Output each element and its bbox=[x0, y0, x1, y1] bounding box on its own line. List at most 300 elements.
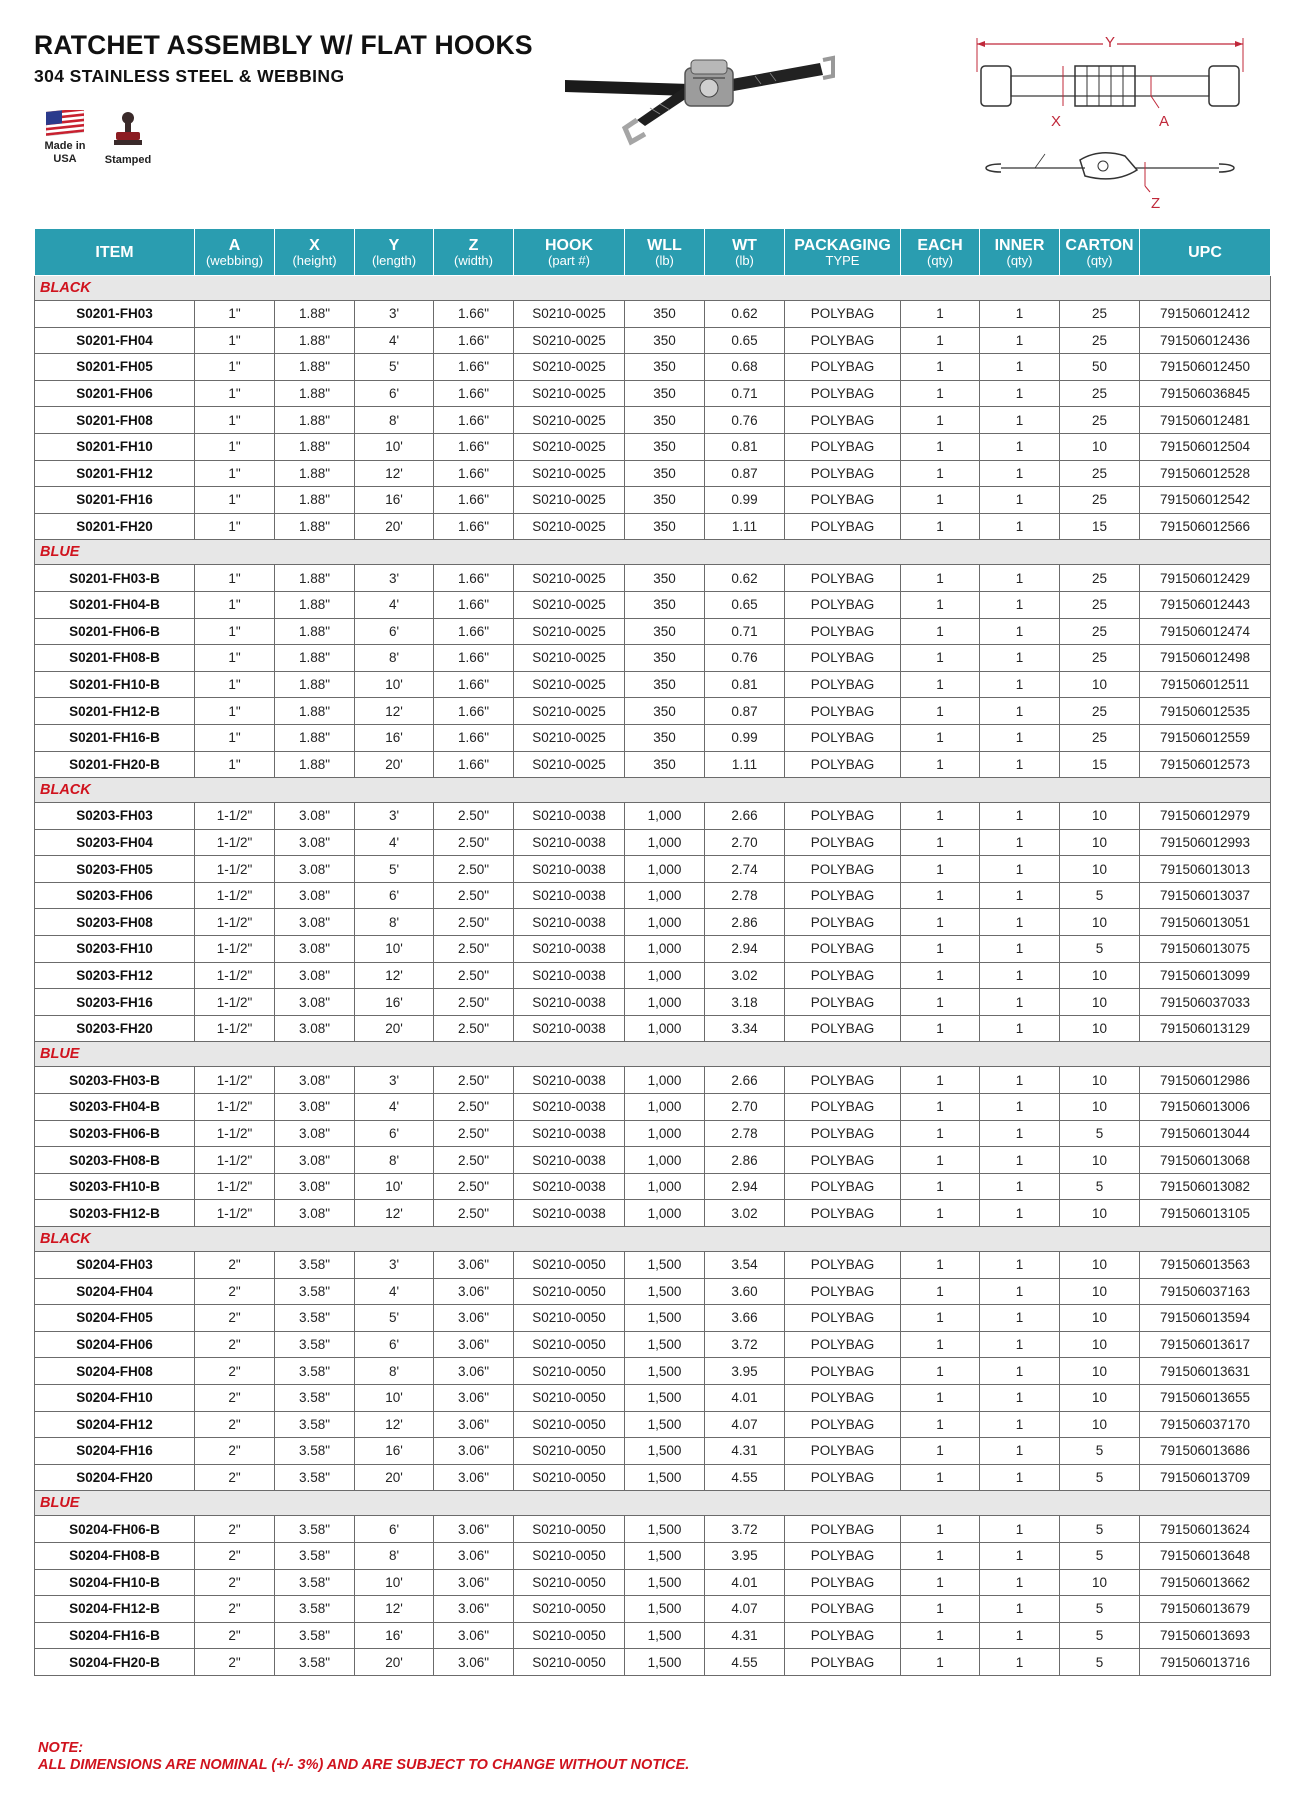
table-cell: 1 bbox=[901, 1596, 980, 1623]
table-cell: 1,000 bbox=[625, 1147, 705, 1174]
table-cell: 1 bbox=[901, 1516, 980, 1543]
item-number-cell: S0203-FH12 bbox=[35, 962, 195, 989]
table-cell: 1,000 bbox=[625, 1094, 705, 1121]
table-cell: 10 bbox=[1060, 1569, 1140, 1596]
table-cell: 1 bbox=[980, 1596, 1060, 1623]
table-cell: POLYBAG bbox=[785, 1200, 901, 1227]
table-cell: 3.60 bbox=[705, 1278, 785, 1305]
column-header bbox=[980, 229, 1060, 276]
table-cell: S0210-0050 bbox=[514, 1542, 625, 1569]
table-cell: 2" bbox=[195, 1542, 275, 1569]
table-cell: POLYBAG bbox=[785, 487, 901, 514]
table-cell: 1,000 bbox=[625, 1173, 705, 1200]
table-cell: S0210-0050 bbox=[514, 1464, 625, 1491]
table-row bbox=[35, 1200, 1271, 1227]
table-cell: 2.74 bbox=[705, 856, 785, 883]
table-cell: POLYBAG bbox=[785, 407, 901, 434]
table-cell: 1.88" bbox=[275, 513, 355, 540]
table-cell: 2.50" bbox=[434, 1015, 514, 1042]
item-number-cell: S0203-FH03-B bbox=[35, 1067, 195, 1094]
table-cell: 0.62 bbox=[705, 565, 785, 592]
group-color-label: BLACK bbox=[35, 778, 1271, 803]
table-cell: 1 bbox=[901, 565, 980, 592]
table-cell: 16' bbox=[355, 989, 434, 1016]
table-cell: 1 bbox=[980, 1569, 1060, 1596]
table-cell: 1-1/2" bbox=[195, 829, 275, 856]
table-cell: 1 bbox=[980, 962, 1060, 989]
table-cell: 2.50" bbox=[434, 1200, 514, 1227]
table-cell: S0210-0050 bbox=[514, 1622, 625, 1649]
table-cell: 1 bbox=[901, 829, 980, 856]
table-cell: 10 bbox=[1060, 803, 1140, 830]
column-header-sublabel: (lb) bbox=[735, 252, 754, 268]
table-cell: 6' bbox=[355, 1120, 434, 1147]
table-cell: 1-1/2" bbox=[195, 803, 275, 830]
table-cell: 1.66" bbox=[434, 327, 514, 354]
table-cell: 1" bbox=[195, 618, 275, 645]
table-cell: 2.50" bbox=[434, 1147, 514, 1174]
table-cell: S0210-0025 bbox=[514, 354, 625, 381]
table-cell: 1,000 bbox=[625, 989, 705, 1016]
table-cell: 3.58" bbox=[275, 1464, 355, 1491]
table-cell: POLYBAG bbox=[785, 1649, 901, 1676]
table-cell: S0210-0025 bbox=[514, 671, 625, 698]
table-cell: 10 bbox=[1060, 989, 1140, 1016]
table-cell: S0210-0050 bbox=[514, 1358, 625, 1385]
item-number-cell: S0203-FH05 bbox=[35, 856, 195, 883]
table-row bbox=[35, 354, 1271, 381]
table-cell: POLYBAG bbox=[785, 1015, 901, 1042]
table-row bbox=[35, 1147, 1271, 1174]
item-number-cell: S0204-FH10 bbox=[35, 1384, 195, 1411]
product-photo bbox=[565, 38, 835, 158]
table-cell: 791506012535 bbox=[1140, 698, 1271, 725]
table-row bbox=[35, 698, 1271, 725]
table-cell: 1 bbox=[980, 1252, 1060, 1279]
table-cell: 1,500 bbox=[625, 1464, 705, 1491]
table-cell: 1 bbox=[980, 671, 1060, 698]
table-cell: 1,500 bbox=[625, 1252, 705, 1279]
table-cell: S0210-0038 bbox=[514, 882, 625, 909]
table-cell: 1 bbox=[980, 645, 1060, 672]
table-cell: 2" bbox=[195, 1649, 275, 1676]
table-cell: 1.66" bbox=[434, 591, 514, 618]
column-header-sublabel: (qty) bbox=[1086, 252, 1113, 268]
table-cell: 3.08" bbox=[275, 1015, 355, 1042]
table-cell: 791506013068 bbox=[1140, 1147, 1271, 1174]
table-cell: 2.50" bbox=[434, 829, 514, 856]
column-header bbox=[705, 229, 785, 276]
table-cell: 791506012429 bbox=[1140, 565, 1271, 592]
table-cell: 12' bbox=[355, 460, 434, 487]
table-row bbox=[35, 989, 1271, 1016]
table-cell: 350 bbox=[625, 407, 705, 434]
table-cell: 2.66 bbox=[705, 803, 785, 830]
table-cell: 5 bbox=[1060, 1120, 1140, 1147]
table-cell: 1,000 bbox=[625, 1200, 705, 1227]
column-header bbox=[434, 229, 514, 276]
table-cell: 1 bbox=[980, 433, 1060, 460]
group-header-row bbox=[35, 778, 1271, 803]
item-number-cell: S0201-FH06-B bbox=[35, 618, 195, 645]
table-cell: 0.68 bbox=[705, 354, 785, 381]
column-header-label: HOOK bbox=[545, 236, 593, 254]
table-cell: 1 bbox=[901, 1094, 980, 1121]
table-cell: S0210-0038 bbox=[514, 909, 625, 936]
table-cell: 5' bbox=[355, 1305, 434, 1332]
table-row bbox=[35, 1411, 1271, 1438]
table-cell: 10 bbox=[1060, 829, 1140, 856]
table-cell: 1 bbox=[980, 829, 1060, 856]
table-cell: 8' bbox=[355, 645, 434, 672]
table-cell: 791506012559 bbox=[1140, 724, 1271, 751]
table-cell: S0210-0025 bbox=[514, 724, 625, 751]
table-cell: 4.31 bbox=[705, 1438, 785, 1465]
table-cell: 3.06" bbox=[434, 1305, 514, 1332]
table-cell: 8' bbox=[355, 407, 434, 434]
table-cell: S0210-0025 bbox=[514, 327, 625, 354]
table-cell: 25 bbox=[1060, 565, 1140, 592]
table-cell: 10 bbox=[1060, 1331, 1140, 1358]
table-cell: POLYBAG bbox=[785, 1120, 901, 1147]
table-cell: 2" bbox=[195, 1358, 275, 1385]
item-number-cell: S0204-FH08 bbox=[35, 1358, 195, 1385]
table-row bbox=[35, 1252, 1271, 1279]
table-cell: 1 bbox=[901, 936, 980, 963]
table-row bbox=[35, 513, 1271, 540]
table-cell: 25 bbox=[1060, 407, 1140, 434]
table-cell: 791506012498 bbox=[1140, 645, 1271, 672]
page-title: RATCHET ASSEMBLY W/ FLAT HOOKS bbox=[34, 30, 533, 60]
table-cell: 1.88" bbox=[275, 591, 355, 618]
table-cell: 350 bbox=[625, 751, 705, 778]
table-cell: 1 bbox=[980, 1094, 1060, 1121]
table-cell: 350 bbox=[625, 460, 705, 487]
table-cell: 1,000 bbox=[625, 962, 705, 989]
table-cell: 791506013563 bbox=[1140, 1252, 1271, 1279]
table-cell: 1 bbox=[980, 751, 1060, 778]
table-cell: 16' bbox=[355, 487, 434, 514]
table-cell: 25 bbox=[1060, 301, 1140, 328]
table-cell: 4' bbox=[355, 591, 434, 618]
table-cell: 3.58" bbox=[275, 1596, 355, 1623]
table-cell: 12' bbox=[355, 1200, 434, 1227]
column-header-sublabel: (height) bbox=[292, 252, 337, 268]
dim-a-label: A bbox=[1159, 113, 1170, 130]
table-cell: 10 bbox=[1060, 1278, 1140, 1305]
table-cell: 1,500 bbox=[625, 1596, 705, 1623]
table-cell: 791506013716 bbox=[1140, 1649, 1271, 1676]
group-header-row bbox=[35, 1491, 1271, 1516]
table-cell: 8' bbox=[355, 909, 434, 936]
table-cell: 3.58" bbox=[275, 1622, 355, 1649]
table-cell: S0210-0038 bbox=[514, 856, 625, 883]
table-row bbox=[35, 1120, 1271, 1147]
table-cell: 1 bbox=[980, 1358, 1060, 1385]
table-cell: 10 bbox=[1060, 1252, 1140, 1279]
table-cell: 4' bbox=[355, 829, 434, 856]
table-cell: 791506012481 bbox=[1140, 407, 1271, 434]
table-cell: 5 bbox=[1060, 882, 1140, 909]
table-cell: 10' bbox=[355, 433, 434, 460]
table-row bbox=[35, 460, 1271, 487]
table-cell: 2.78 bbox=[705, 882, 785, 909]
table-cell: 25 bbox=[1060, 327, 1140, 354]
table-cell: 1 bbox=[901, 1464, 980, 1491]
table-cell: POLYBAG bbox=[785, 1384, 901, 1411]
table-cell: 350 bbox=[625, 487, 705, 514]
table-row bbox=[35, 1015, 1271, 1042]
table-cell: 350 bbox=[625, 618, 705, 645]
table-cell: 0.62 bbox=[705, 301, 785, 328]
column-header-label: A bbox=[228, 236, 241, 254]
table-cell: S0210-0038 bbox=[514, 1173, 625, 1200]
table-cell: 1 bbox=[901, 645, 980, 672]
item-number-cell: S0201-FH16 bbox=[35, 487, 195, 514]
table-cell: 3.95 bbox=[705, 1358, 785, 1385]
table-cell: 3.08" bbox=[275, 1120, 355, 1147]
column-header-sublabel: TYPE bbox=[825, 252, 860, 268]
column-header-sublabel: (qty) bbox=[1006, 252, 1033, 268]
table-cell: 3' bbox=[355, 301, 434, 328]
table-cell: 791506012986 bbox=[1140, 1067, 1271, 1094]
table-cell: 3.06" bbox=[434, 1252, 514, 1279]
table-cell: 3.06" bbox=[434, 1411, 514, 1438]
table-cell: POLYBAG bbox=[785, 1542, 901, 1569]
table-cell: 1,500 bbox=[625, 1569, 705, 1596]
table-cell: 3.08" bbox=[275, 1094, 355, 1121]
table-cell: 1.66" bbox=[434, 698, 514, 725]
table-cell: 10' bbox=[355, 1173, 434, 1200]
table-cell: 3.34 bbox=[705, 1015, 785, 1042]
column-header-sublabel: (width) bbox=[453, 252, 493, 268]
item-number-cell: S0204-FH12-B bbox=[35, 1596, 195, 1623]
table-cell: 0.99 bbox=[705, 487, 785, 514]
table-cell: 1-1/2" bbox=[195, 936, 275, 963]
table-cell: 791506013648 bbox=[1140, 1542, 1271, 1569]
table-row bbox=[35, 803, 1271, 830]
table-cell: 791506013617 bbox=[1140, 1331, 1271, 1358]
table-row bbox=[35, 1596, 1271, 1623]
table-cell: POLYBAG bbox=[785, 1358, 901, 1385]
table-cell: 3.58" bbox=[275, 1438, 355, 1465]
table-cell: 1 bbox=[901, 1622, 980, 1649]
table-cell: 2.50" bbox=[434, 803, 514, 830]
table-cell: 0.99 bbox=[705, 724, 785, 751]
table-cell: 1 bbox=[901, 433, 980, 460]
page-subtitle: 304 STAINLESS STEEL & WEBBING bbox=[34, 66, 345, 86]
table-cell: 8' bbox=[355, 1358, 434, 1385]
table-cell: 1,000 bbox=[625, 882, 705, 909]
table-cell: POLYBAG bbox=[785, 1569, 901, 1596]
table-cell: 1 bbox=[901, 1120, 980, 1147]
table-row bbox=[35, 751, 1271, 778]
table-cell: S0210-0050 bbox=[514, 1278, 625, 1305]
table-cell: S0210-0025 bbox=[514, 618, 625, 645]
table-cell: 4.01 bbox=[705, 1569, 785, 1596]
table-cell: 791506013693 bbox=[1140, 1622, 1271, 1649]
table-cell: 1 bbox=[901, 1649, 980, 1676]
table-cell: 791506012436 bbox=[1140, 327, 1271, 354]
table-cell: 25 bbox=[1060, 724, 1140, 751]
table-cell: 1 bbox=[980, 1173, 1060, 1200]
table-cell: 2.70 bbox=[705, 829, 785, 856]
column-header bbox=[1060, 229, 1140, 276]
table-cell: 1" bbox=[195, 565, 275, 592]
table-cell: S0210-0038 bbox=[514, 829, 625, 856]
table-cell: 1,500 bbox=[625, 1542, 705, 1569]
table-cell: 1-1/2" bbox=[195, 1120, 275, 1147]
table-cell: 3.08" bbox=[275, 1067, 355, 1094]
table-cell: 1 bbox=[980, 803, 1060, 830]
table-cell: 1.11 bbox=[705, 751, 785, 778]
table-cell: 1 bbox=[901, 856, 980, 883]
table-cell: 3.58" bbox=[275, 1542, 355, 1569]
column-header bbox=[625, 229, 705, 276]
column-header-label: CARTON bbox=[1065, 236, 1134, 254]
table-cell: POLYBAG bbox=[785, 1305, 901, 1332]
table-cell: 10 bbox=[1060, 1358, 1140, 1385]
table-cell: 12' bbox=[355, 962, 434, 989]
table-cell: 350 bbox=[625, 513, 705, 540]
table-cell: 2.50" bbox=[434, 1120, 514, 1147]
table-cell: S0210-0038 bbox=[514, 962, 625, 989]
made-in-usa-badge bbox=[30, 110, 100, 166]
table-cell: 3' bbox=[355, 803, 434, 830]
table-cell: 350 bbox=[625, 354, 705, 381]
footnote bbox=[38, 1740, 689, 1774]
table-row bbox=[35, 1542, 1271, 1569]
table-cell: 1" bbox=[195, 724, 275, 751]
table-cell: POLYBAG bbox=[785, 591, 901, 618]
item-number-cell: S0201-FH03-B bbox=[35, 565, 195, 592]
table-cell: 3' bbox=[355, 1252, 434, 1279]
item-number-cell: S0201-FH12 bbox=[35, 460, 195, 487]
table-cell: 350 bbox=[625, 380, 705, 407]
table-cell: 1 bbox=[901, 1331, 980, 1358]
table-cell: 1 bbox=[901, 591, 980, 618]
table-cell: 791506013594 bbox=[1140, 1305, 1271, 1332]
table-cell: 1.66" bbox=[434, 618, 514, 645]
table-cell: 1 bbox=[980, 724, 1060, 751]
table-cell: 1" bbox=[195, 487, 275, 514]
table-cell: 10 bbox=[1060, 1305, 1140, 1332]
table-cell: 0.71 bbox=[705, 618, 785, 645]
stamp-icon bbox=[93, 110, 163, 150]
table-cell: 25 bbox=[1060, 460, 1140, 487]
table-cell: 1" bbox=[195, 380, 275, 407]
table-row bbox=[35, 1305, 1271, 1332]
table-cell: 5 bbox=[1060, 1542, 1140, 1569]
table-cell: 25 bbox=[1060, 645, 1140, 672]
table-cell: 25 bbox=[1060, 380, 1140, 407]
table-cell: 3.72 bbox=[705, 1516, 785, 1543]
table-cell: 1 bbox=[980, 1015, 1060, 1042]
table-cell: 1 bbox=[980, 1411, 1060, 1438]
column-header bbox=[514, 229, 625, 276]
table-cell: 1 bbox=[901, 407, 980, 434]
table-cell: S0210-0038 bbox=[514, 1200, 625, 1227]
table-cell: 1 bbox=[980, 1331, 1060, 1358]
table-cell: 1 bbox=[980, 1464, 1060, 1491]
table-cell: 0.76 bbox=[705, 645, 785, 672]
table-cell: S0210-0025 bbox=[514, 751, 625, 778]
table-cell: 2" bbox=[195, 1438, 275, 1465]
table-cell: 1 bbox=[980, 989, 1060, 1016]
item-number-cell: S0201-FH12-B bbox=[35, 698, 195, 725]
table-cell: 1 bbox=[901, 1252, 980, 1279]
table-cell: 0.87 bbox=[705, 460, 785, 487]
table-row bbox=[35, 856, 1271, 883]
group-color-label: BLACK bbox=[35, 1227, 1271, 1252]
table-cell: 1.66" bbox=[434, 565, 514, 592]
table-cell: S0210-0050 bbox=[514, 1516, 625, 1543]
table-cell: 1.88" bbox=[275, 380, 355, 407]
table-cell: 2.94 bbox=[705, 1173, 785, 1200]
table-cell: 5' bbox=[355, 354, 434, 381]
table-cell: 791506013013 bbox=[1140, 856, 1271, 883]
item-number-cell: S0204-FH06 bbox=[35, 1331, 195, 1358]
table-cell: 1-1/2" bbox=[195, 1094, 275, 1121]
table-cell: 1 bbox=[901, 751, 980, 778]
group-color-label: BLUE bbox=[35, 1491, 1271, 1516]
item-number-cell: S0203-FH04-B bbox=[35, 1094, 195, 1121]
table-row bbox=[35, 671, 1271, 698]
table-cell: 1.66" bbox=[434, 354, 514, 381]
table-cell: POLYBAG bbox=[785, 803, 901, 830]
table-cell: 25 bbox=[1060, 698, 1140, 725]
table-cell: 350 bbox=[625, 433, 705, 460]
table-body bbox=[35, 276, 1271, 1676]
table-cell: 1 bbox=[980, 460, 1060, 487]
table-cell: 1 bbox=[901, 1278, 980, 1305]
table-cell: S0210-0025 bbox=[514, 487, 625, 514]
table-cell: 1" bbox=[195, 327, 275, 354]
table-cell: 3.58" bbox=[275, 1649, 355, 1676]
group-color-label: BLUE bbox=[35, 540, 1271, 565]
table-cell: 350 bbox=[625, 565, 705, 592]
table-cell: 1,500 bbox=[625, 1622, 705, 1649]
table-cell: POLYBAG bbox=[785, 909, 901, 936]
table-cell: 1 bbox=[980, 909, 1060, 936]
stamped-label: Stamped bbox=[104, 154, 152, 166]
table-cell: 1,500 bbox=[625, 1411, 705, 1438]
table-cell: 20' bbox=[355, 1464, 434, 1491]
table-cell: 3.06" bbox=[434, 1438, 514, 1465]
table-row bbox=[35, 882, 1271, 909]
table-cell: 10' bbox=[355, 1569, 434, 1596]
table-cell: 1,000 bbox=[625, 803, 705, 830]
table-cell: 791506013624 bbox=[1140, 1516, 1271, 1543]
item-number-cell: S0203-FH03 bbox=[35, 803, 195, 830]
table-cell: POLYBAG bbox=[785, 618, 901, 645]
table-cell: 1 bbox=[980, 407, 1060, 434]
group-color-label: BLUE bbox=[35, 1042, 1271, 1067]
table-cell: 791506013075 bbox=[1140, 936, 1271, 963]
table-cell: 2.50" bbox=[434, 909, 514, 936]
table-cell: 1 bbox=[901, 1015, 980, 1042]
table-cell: 1 bbox=[901, 301, 980, 328]
table-cell: 1 bbox=[901, 460, 980, 487]
table-cell: 3.08" bbox=[275, 882, 355, 909]
table-cell: 2.50" bbox=[434, 989, 514, 1016]
table-cell: 1-1/2" bbox=[195, 1173, 275, 1200]
item-number-cell: S0203-FH20 bbox=[35, 1015, 195, 1042]
table-cell: 1 bbox=[980, 1200, 1060, 1227]
table-cell: 1 bbox=[980, 1278, 1060, 1305]
table-cell: 1,000 bbox=[625, 936, 705, 963]
item-number-cell: S0204-FH10-B bbox=[35, 1569, 195, 1596]
